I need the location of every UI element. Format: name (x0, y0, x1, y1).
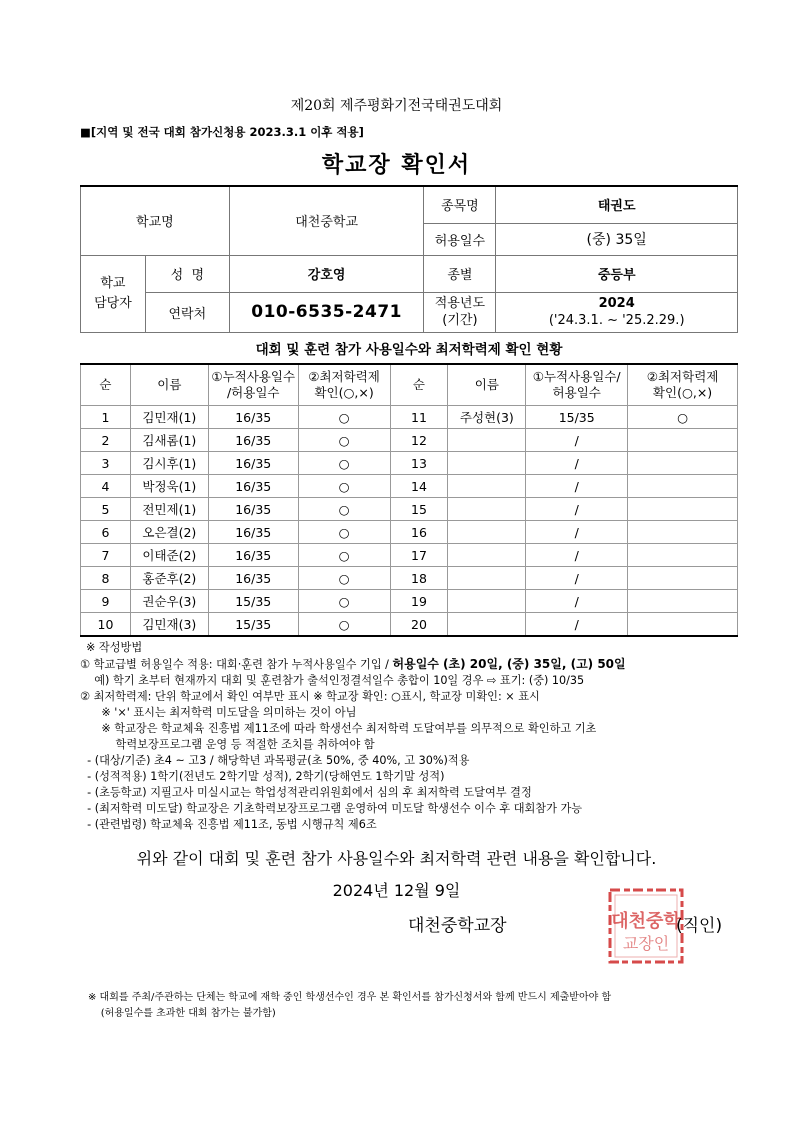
cell-used: 15/35 (208, 590, 298, 613)
cell-name: 김시후(1) (130, 452, 208, 475)
cell-no2: 20 (390, 613, 448, 637)
name-label: 성 명 (145, 255, 229, 292)
cell-no: 3 (81, 452, 131, 475)
note-9: - (최저학력 미도달) 학교장은 기초학력보장프로그램 운영하여 미도달 학생선수 이수 후 대회참가 가능 (80, 802, 583, 815)
cell-name2: 주성현(3) (448, 406, 526, 429)
cell-check: ○ (298, 590, 390, 613)
note-7: - (성적적용) 1학기(전년도 2학기말 성적), 2학기(당해연도 1학기말 성적) (80, 770, 445, 783)
note-4: ※ 학교장은 학교체육 진흥법 제11조에 따라 학생선수 최저학력 도달여부를 의무적으로 확인하고 기초 (80, 722, 597, 735)
cell-used: 16/35 (208, 567, 298, 590)
cell-used: 16/35 (208, 544, 298, 567)
notes-heading: ※ 작성방법 (86, 641, 143, 654)
svg-text:교장인: 교장인 (622, 934, 670, 953)
cell-no2: 15 (390, 498, 448, 521)
cell-check: ○ (298, 544, 390, 567)
cell-name2 (448, 429, 526, 452)
seal-label: (직인) (676, 916, 723, 936)
cell-check2 (628, 613, 738, 637)
cell-no2: 11 (390, 406, 448, 429)
contact-label: 연락처 (145, 292, 229, 332)
cell-no2: 13 (390, 452, 448, 475)
year-label: 적용년도 (기간) (424, 292, 496, 332)
cell-check: ○ (298, 429, 390, 452)
header-check-2: ②최저학력제 확인(○,×) (628, 364, 738, 406)
note-1-bold: 허용일수 (초) 20일, (중) 35일, (고) 50일 (392, 657, 626, 671)
document-title: 학교장 확인서 (321, 153, 472, 178)
year-cell (496, 292, 738, 332)
name-value: 강호영 (229, 255, 424, 292)
cell-used2: / (526, 452, 628, 475)
cell-check: ○ (298, 498, 390, 521)
cell-check2 (628, 498, 738, 521)
svg-text:대천중학: 대천중학 (611, 911, 681, 932)
cell-no2: 16 (390, 521, 448, 544)
cell-name2 (448, 590, 526, 613)
footnote (88, 990, 611, 1022)
cell-check: ○ (298, 613, 390, 637)
cell-no: 6 (81, 521, 131, 544)
cell-check: ○ (298, 406, 390, 429)
cell-used2: / (526, 475, 628, 498)
cell-no: 10 (81, 613, 131, 637)
manager-label: 학교 담당자 (81, 255, 146, 332)
school-seal-image (606, 887, 686, 965)
cell-no2: 18 (390, 567, 448, 590)
contact-value: 010-6535-2471 (229, 292, 424, 332)
cell-no: 2 (81, 429, 131, 452)
table-row (81, 544, 738, 567)
cell-name: 전민제(1) (130, 498, 208, 521)
sport-value: 태권도 (496, 186, 738, 223)
table-row (81, 521, 738, 544)
issue-date: 2024년 12월 9일 (332, 881, 461, 900)
cell-name: 김새롬(1) (130, 429, 208, 452)
event-title: 제20회 제주평화기전국태권도대회 (290, 98, 503, 114)
header-name: 이름 (130, 364, 208, 406)
writing-notes (80, 640, 750, 833)
cell-check: ○ (298, 475, 390, 498)
note-8: - (초등학교) 지필고사 미실시교는 학업성적관리위원회에서 심의 후 최저학력 도달여부 결정 (80, 786, 532, 799)
cell-used: 16/35 (208, 406, 298, 429)
header-no: 순 (81, 364, 131, 406)
table-row (81, 429, 738, 452)
cell-used2: / (526, 521, 628, 544)
cell-name: 김민재(3) (130, 613, 208, 637)
cell-name: 홍준후(2) (130, 567, 208, 590)
athlete-table (80, 363, 738, 637)
cell-check: ○ (298, 452, 390, 475)
applicability-note: ■[지역 및 전국 대회 참가신청용 2023.3.1 이후 적용] (80, 125, 364, 139)
cell-no: 5 (81, 498, 131, 521)
cell-name2 (448, 567, 526, 590)
note-5: 학력보장프로그램 운영 등 적절한 조치를 취하여야 함 (80, 738, 375, 751)
table-row (81, 452, 738, 475)
cell-used2: / (526, 567, 628, 590)
table-row (81, 475, 738, 498)
cell-check: ○ (298, 567, 390, 590)
cell-used2: / (526, 590, 628, 613)
footnote-line-1: ※ 대회를 주최/주관하는 단체는 학교에 재학 중인 학생선수인 경우 본 확인서를 참가신청서와 함께 반드시 제출받아야 함 (88, 992, 612, 1003)
cell-no: 4 (81, 475, 131, 498)
cell-check2 (628, 521, 738, 544)
cell-name2 (448, 544, 526, 567)
principal-name: 대천중학교장 (408, 916, 507, 936)
table-row (81, 498, 738, 521)
note-3: ※ '×' 표시는 최저학력 미도달을 의미하는 것이 아님 (80, 706, 357, 719)
cell-no: 8 (81, 567, 131, 590)
school-info-table (80, 185, 738, 333)
cell-used2: / (526, 544, 628, 567)
allow-days-label: 허용일수 (424, 223, 496, 255)
header-no-2: 순 (390, 364, 448, 406)
cell-name: 박정욱(1) (130, 475, 208, 498)
note-1 (80, 656, 750, 673)
cell-check2 (628, 429, 738, 452)
cell-no: 7 (81, 544, 131, 567)
cell-no2: 17 (390, 544, 448, 567)
cell-used: 16/35 (208, 429, 298, 452)
cell-name2 (448, 521, 526, 544)
period-value: ('24.3.1. ~ '25.2.29.) (548, 313, 685, 328)
header-name-2: 이름 (448, 364, 526, 406)
table-row (81, 406, 738, 429)
cell-used2: / (526, 429, 628, 452)
cell-check2 (628, 590, 738, 613)
cell-check: ○ (298, 521, 390, 544)
note-1-example: 예) 학기 초부터 현재까지 대회 및 훈련참가 출석인정결석일수 총합이 10일 경우 ⇨ 표기: (중) 10/35 (80, 674, 585, 687)
cell-name2 (448, 498, 526, 521)
cell-check2: ○ (628, 406, 738, 429)
section-title: 대회 및 훈련 참가 사용일수와 최저학력제 확인 현황 (255, 342, 563, 358)
school-label: 학교명 (81, 186, 230, 255)
cell-check2 (628, 452, 738, 475)
cell-no2: 19 (390, 590, 448, 613)
cell-no: 1 (81, 406, 131, 429)
cell-used: 15/35 (208, 613, 298, 637)
cell-no: 9 (81, 590, 131, 613)
header-check: ②최저학력제 확인(○,×) (298, 364, 390, 406)
cell-name2 (448, 475, 526, 498)
table-row (81, 567, 738, 590)
allow-days-value: (중) 35일 (496, 223, 738, 255)
cell-no2: 14 (390, 475, 448, 498)
cell-used: 16/35 (208, 475, 298, 498)
cell-used2: / (526, 498, 628, 521)
cell-name: 오은결(2) (130, 521, 208, 544)
cell-name: 권순우(3) (130, 590, 208, 613)
cell-used2: / (526, 613, 628, 637)
category-label: 종별 (424, 255, 496, 292)
cell-used: 16/35 (208, 521, 298, 544)
header-used-days-2: ①누적사용일수/ 허용일수 (526, 364, 628, 406)
cell-check2 (628, 544, 738, 567)
header-used-days: ①누적사용일수 /허용일수 (208, 364, 298, 406)
table-row (81, 590, 738, 613)
category-value: 중등부 (496, 255, 738, 292)
cell-check2 (628, 567, 738, 590)
cell-check2 (628, 475, 738, 498)
confirmation-statement: 위와 같이 대회 및 훈련 참가 사용일수와 최저학력 관련 내용을 확인합니다. (136, 849, 657, 868)
table-row (81, 613, 738, 637)
cell-name: 김민재(1) (130, 406, 208, 429)
note-6: - (대상/기준) 초4 ~ 고3 / 해당학년 과목평균(초 50%, 중 40%, 고 30%)적용 (80, 754, 470, 767)
sport-label: 종목명 (424, 186, 496, 223)
note-1-text: ① 학교급별 허용일수 적용: 대회·훈련 참가 누적사용일수 기입 / (80, 658, 393, 671)
cell-name2 (448, 452, 526, 475)
cell-used: 16/35 (208, 498, 298, 521)
cell-name2 (448, 613, 526, 637)
note-2: ② 최저학력제: 단위 학교에서 확인 여부만 표시 ※ 학교장 확인: ○표시, 학교장 미확인: × 표시 (80, 690, 540, 703)
cell-used: 16/35 (208, 452, 298, 475)
school-value: 대천중학교 (229, 186, 424, 255)
year-value: 2024 (598, 296, 635, 311)
note-10: - (관련법령) 학교체육 진흥법 제11조, 동법 시행규칙 제6조 (80, 818, 377, 831)
cell-used2: 15/35 (526, 406, 628, 429)
cell-name: 이태준(2) (130, 544, 208, 567)
footnote-line-2: (허용일수를 초과한 대회 참가는 불가함) (88, 1008, 276, 1019)
cell-no2: 12 (390, 429, 448, 452)
